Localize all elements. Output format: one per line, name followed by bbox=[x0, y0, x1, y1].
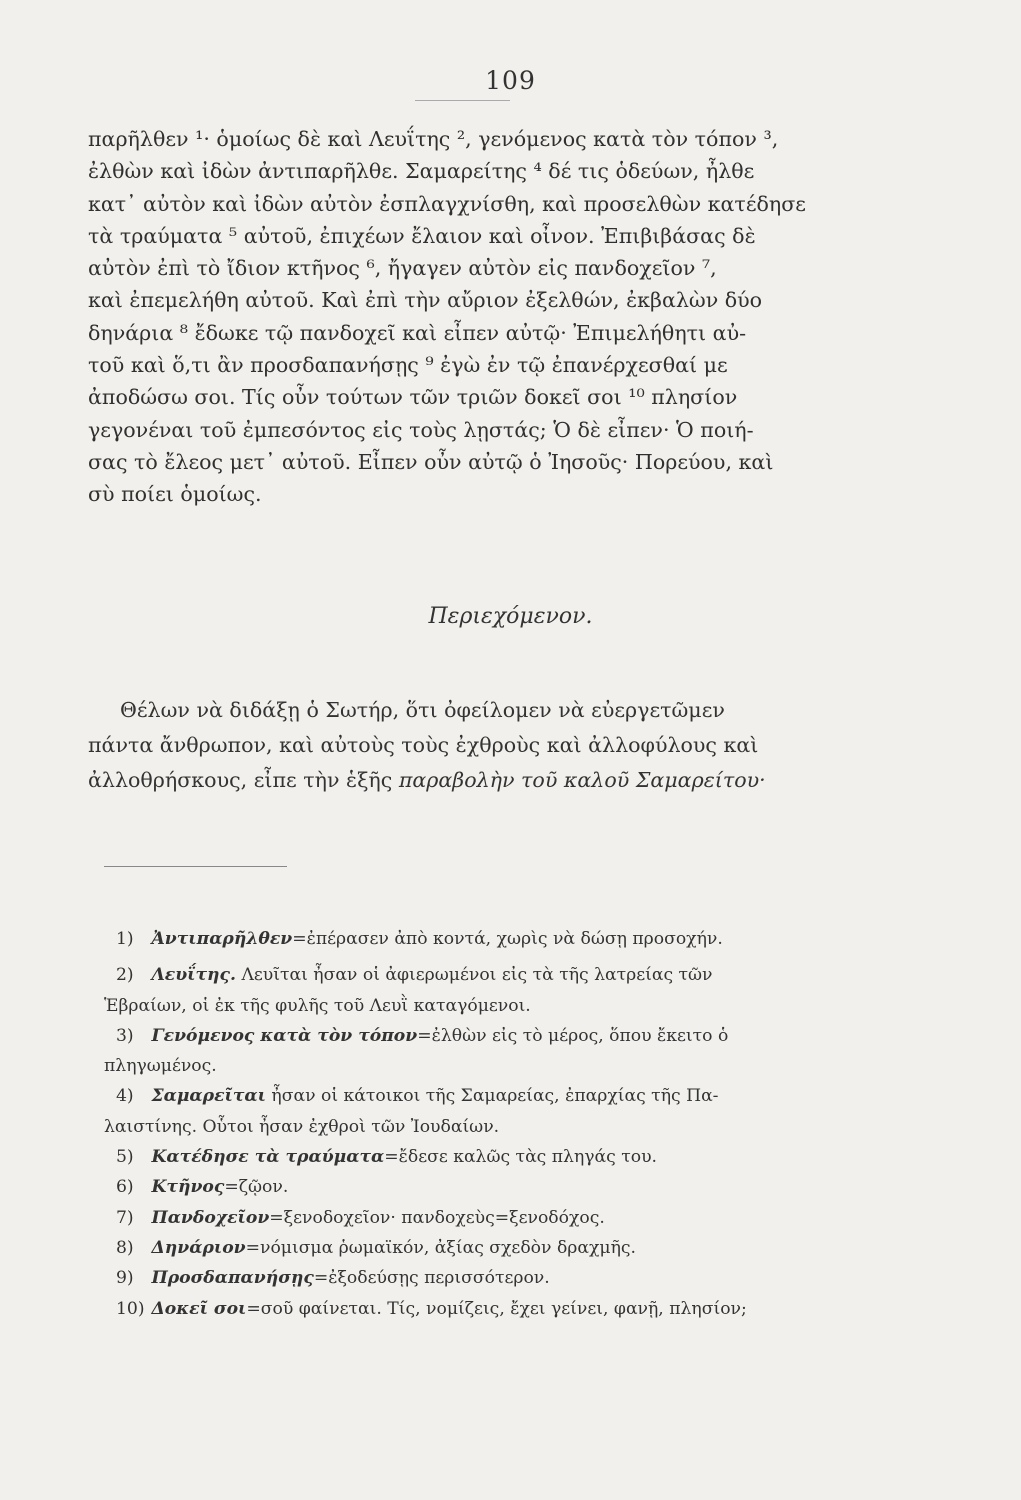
footnote-number: 2) bbox=[116, 965, 134, 986]
footnote-text: =σοῦ φαίνεται. Τίς, νομίζεις, ἔχει γείνει, φανῇ, πλησίον; bbox=[246, 1298, 747, 1319]
page-number: 109 bbox=[485, 66, 536, 95]
footnote-number: 8) bbox=[116, 1237, 134, 1258]
footnote bbox=[104, 1081, 864, 1142]
text-line: αὐτὸν ἐπὶ τὸ ἴδιον κτῆνος ⁶, ἤγαγεν αὐτὸν εἰς πανδοχεῖον ⁷, bbox=[88, 256, 717, 281]
text-line: ἀποδώσω σοι. Τίς οὖν τούτων τῶν τριῶν δοκεῖ σοι ¹⁰ πλησίον bbox=[88, 385, 738, 410]
footnote-text: =ἐλθὼν εἰς τὸ μέρος, ὅπου ἔκειτο ὁ bbox=[417, 1025, 729, 1046]
footnote-term: Κατέδησε τὰ τραύματα bbox=[151, 1147, 385, 1168]
main-text bbox=[88, 123, 860, 511]
footnote-text: ἦσαν οἱ κάτοικοι τῆς Σαμαρείας, ἐπαρχίας τῆς Πα- bbox=[265, 1086, 719, 1107]
parable-title: παραβολὴν τοῦ καλοῦ Σαμαρείτου· bbox=[398, 768, 766, 792]
text-line: κατ᾽ αὐτὸν καὶ ἰδὼν αὐτὸν ἐσπλαγχνίσθη, καὶ προσελθὼν κατέδησε bbox=[88, 191, 806, 216]
text-line: παρῆλθεν ¹· ὁμοίως δὲ καὶ Λευΐτης ², γενόμενος κατὰ τὸν τόπον ³, bbox=[88, 127, 779, 151]
footnote-term: Κτῆνος bbox=[151, 1177, 225, 1198]
summary-line-text: ἀλλοθρήσκους, εἶπε τὴν ἑξῆς bbox=[88, 768, 399, 792]
summary-line: Θέλων νὰ διδάξῃ ὁ Σωτήρ, ὅτι ὀφείλομεν νὰ εὐεργετῶμεν bbox=[120, 698, 725, 722]
footnote-term: Δοκεῖ σοι bbox=[151, 1298, 247, 1319]
text-line: ἐλθὼν καὶ ἰδὼν ἀντιπαρῆλθε. Σαμαρείτης ⁴ δέ τις ὁδεύων, ἦλθε bbox=[88, 159, 755, 184]
footnote bbox=[104, 924, 864, 954]
footnote-number: 7) bbox=[116, 1207, 134, 1228]
summary-line: πάντα ἄνθρωπον, καὶ αὐτοὺς τοὺς ἐχθροὺς καὶ ἀλλοφύλους καὶ bbox=[88, 733, 759, 757]
footnote-rule bbox=[104, 866, 287, 867]
footnote-term: Πανδοχεῖον bbox=[151, 1207, 270, 1228]
main-paragraph bbox=[88, 123, 860, 511]
footnote-text: =ἐξοδεύσῃς περισσότερον. bbox=[313, 1268, 550, 1289]
footnote bbox=[104, 1142, 864, 1172]
footnote bbox=[104, 1203, 864, 1233]
text-line: τοῦ καὶ ὅ,τι ἂν προσδαπανήσῃς ⁹ ἐγὼ ἐν τῷ ἐπανέρχεσθαί με bbox=[88, 353, 728, 378]
summary-paragraph bbox=[88, 693, 860, 798]
footnote bbox=[104, 1263, 864, 1293]
text-line: σας τὸ ἔλεος μετ᾽ αὐτοῦ. Εἶπεν οὖν αὐτῷ ὁ Ἰησοῦς· Πορεύου, καὶ bbox=[88, 449, 774, 474]
header-rule bbox=[415, 100, 510, 101]
footnote-number: 10) bbox=[116, 1298, 145, 1319]
text-line: δηνάρια ⁸ ἔδωκε τῷ πανδοχεῖ καὶ εἶπεν αὐτῷ· Ἐπιμελήθητι αὐ- bbox=[88, 320, 747, 345]
footnote-number: 5) bbox=[116, 1147, 134, 1168]
footnote-number: 9) bbox=[116, 1268, 134, 1289]
footnote-continuation: Ἑβραίων, οἱ ἐκ τῆς φυλῆς τοῦ Λευῒ καταγόμενοι. bbox=[104, 995, 531, 1016]
footnote-text: =ξενοδοχεῖον· πανδοχεὺς=ξενοδόχος. bbox=[269, 1207, 605, 1228]
footnote-term: Ἀντιπαρῆλθεν bbox=[151, 929, 293, 949]
footnote-text: =ζῷον. bbox=[224, 1177, 289, 1198]
footnote-continuation: πληγωμένος. bbox=[104, 1056, 217, 1077]
footnote-continuation: λαιστίνης. Οὗτοι ἦσαν ἐχθροὶ τῶν Ἰουδαίων. bbox=[104, 1116, 500, 1137]
footnote bbox=[104, 1172, 864, 1202]
footnote-text: Λευῖται ἦσαν οἱ ἀφιερωμένοι εἰς τὰ τῆς λατρείας τῶν bbox=[236, 965, 713, 986]
footnote bbox=[104, 1294, 864, 1324]
footnote-number: 4) bbox=[116, 1086, 134, 1107]
footnote-number: 6) bbox=[116, 1177, 134, 1198]
footnote-number: 3) bbox=[116, 1025, 134, 1046]
summary-line bbox=[88, 763, 860, 798]
section-title: Περιεχόμενον. bbox=[428, 604, 593, 629]
footnote-term: Γενόμενος κατὰ τὸν τόπον bbox=[151, 1025, 418, 1046]
text-line: καὶ ἐπεμελήθη αὐτοῦ. Καὶ ἐπὶ τὴν αὔριον ἐξελθών, ἐκβαλὼν δύο bbox=[88, 288, 763, 313]
footnote-text: =ἔδεσε καλῶς τὰς πληγάς του. bbox=[384, 1147, 657, 1168]
text-line: σὺ ποίει ὁμοίως. bbox=[88, 482, 262, 507]
footnote-term: Δηνάριον bbox=[151, 1237, 246, 1258]
footnote-text: =ἐπέρασεν ἀπὸ κοντά, χωρὶς νὰ δώσῃ προσοχήν. bbox=[292, 929, 723, 949]
footnote bbox=[104, 1233, 864, 1263]
text-line: τὰ τραύματα ⁵ αὐτοῦ, ἐπιχέων ἔλαιον καὶ οἶνον. Ἐπιβιβάσας δὲ bbox=[88, 223, 756, 248]
footnote bbox=[104, 1021, 864, 1082]
footnote-text: =νόμισμα ῥωμαϊκόν, ἀξίας σχεδὸν δραχμῆς. bbox=[245, 1237, 636, 1258]
footnote-term: Προσδαπανήσῃς bbox=[151, 1268, 314, 1289]
footnote-term: Σαμαρεῖται bbox=[151, 1086, 266, 1107]
footnote bbox=[104, 960, 864, 1021]
footnote-number: 1) bbox=[116, 929, 134, 949]
text-line: γεγονέναι τοῦ ἐμπεσόντος εἰς τοὺς λῃστάς; Ὁ δὲ εἶπεν· Ὁ ποιή- bbox=[88, 417, 754, 442]
footnotes bbox=[104, 924, 864, 1324]
footnote-term: Λευΐτης. bbox=[151, 965, 237, 986]
